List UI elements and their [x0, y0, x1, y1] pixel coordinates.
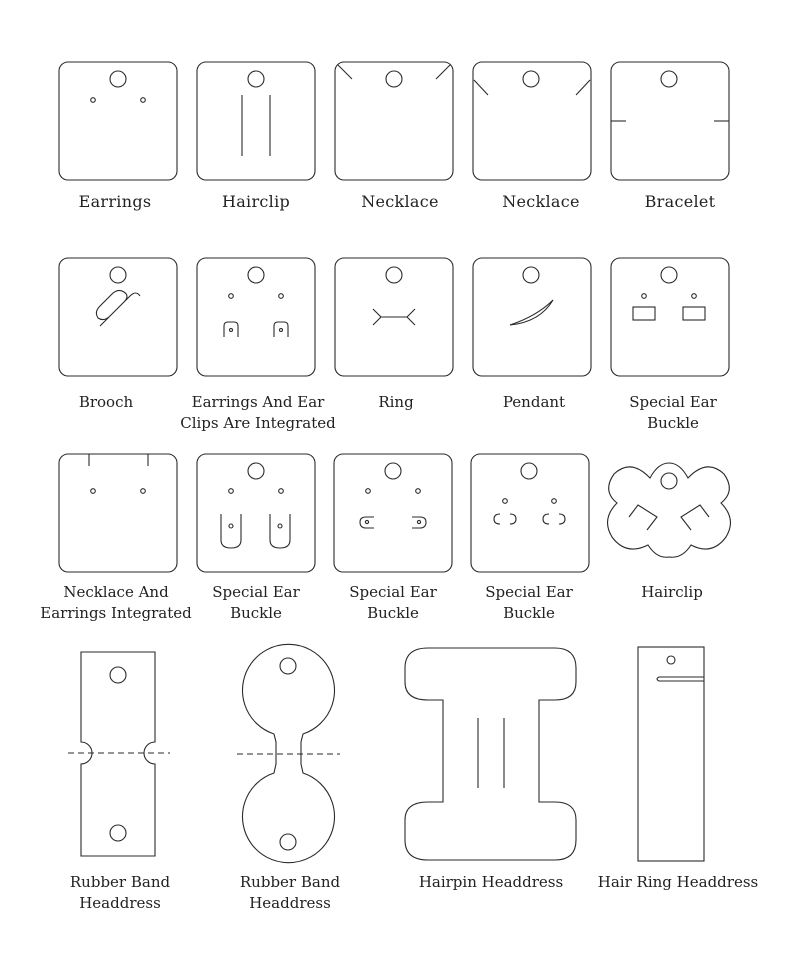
card-rubber-band-2	[237, 644, 340, 862]
caption-earrings-ear-clips: Earrings And Ear Clips Are Integrated	[180, 393, 336, 432]
caption-brooch: Brooch	[78, 393, 134, 411]
caption-earrings: Earrings	[78, 192, 152, 211]
card-hairpin	[405, 648, 576, 860]
card-hairclip	[197, 62, 315, 180]
card-special-ear-buckle-3	[334, 454, 452, 572]
card-earring-clip	[197, 258, 315, 376]
card-brooch	[59, 258, 177, 376]
card-bracelet	[611, 62, 729, 180]
caption-necklace-2: Necklace	[502, 192, 580, 211]
caption-bracelet: Bracelet	[644, 192, 716, 211]
card-special-ear-buckle-2	[197, 454, 315, 572]
caption-pendant: Pendant	[502, 393, 566, 411]
caption-special-ear-buckle-1: Special Ear Buckle	[629, 393, 717, 432]
caption-hair-ring: Hair Ring Headdress	[597, 873, 759, 891]
card-earrings	[59, 62, 177, 180]
caption-special-ear-buckle-2: Special Ear Buckle	[212, 583, 300, 622]
card-special-ear-buckle-4	[471, 454, 589, 572]
card-ring	[335, 258, 453, 376]
caption-necklace-1: Necklace	[361, 192, 439, 211]
caption-necklace-earrings: Necklace And Earrings Integrated	[40, 583, 192, 622]
caption-special-ear-buckle-3: Special Ear Buckle	[349, 583, 437, 622]
card-necklace-2	[473, 62, 591, 180]
card-hair-ring	[638, 647, 704, 861]
caption-ring: Ring	[378, 393, 414, 411]
card-necklace-earrings	[59, 454, 177, 572]
caption-rubber-band-2: Rubber Band Headdress	[239, 873, 341, 912]
card-rubber-band-1	[68, 652, 170, 856]
card-pendant	[473, 258, 591, 376]
caption-special-ear-buckle-4: Special Ear Buckle	[485, 583, 573, 622]
caption-hairclip: Hairclip	[221, 192, 291, 211]
card-hairclip-cloud	[608, 463, 731, 557]
caption-rubber-band-1: Rubber Band Headdress	[69, 873, 171, 912]
caption-hairclip-cloud: Hairclip	[641, 583, 703, 601]
card-special-ear-buckle-1	[611, 258, 729, 376]
caption-hairpin: Hairpin Headdress	[418, 873, 564, 891]
card-necklace-1	[335, 62, 453, 180]
